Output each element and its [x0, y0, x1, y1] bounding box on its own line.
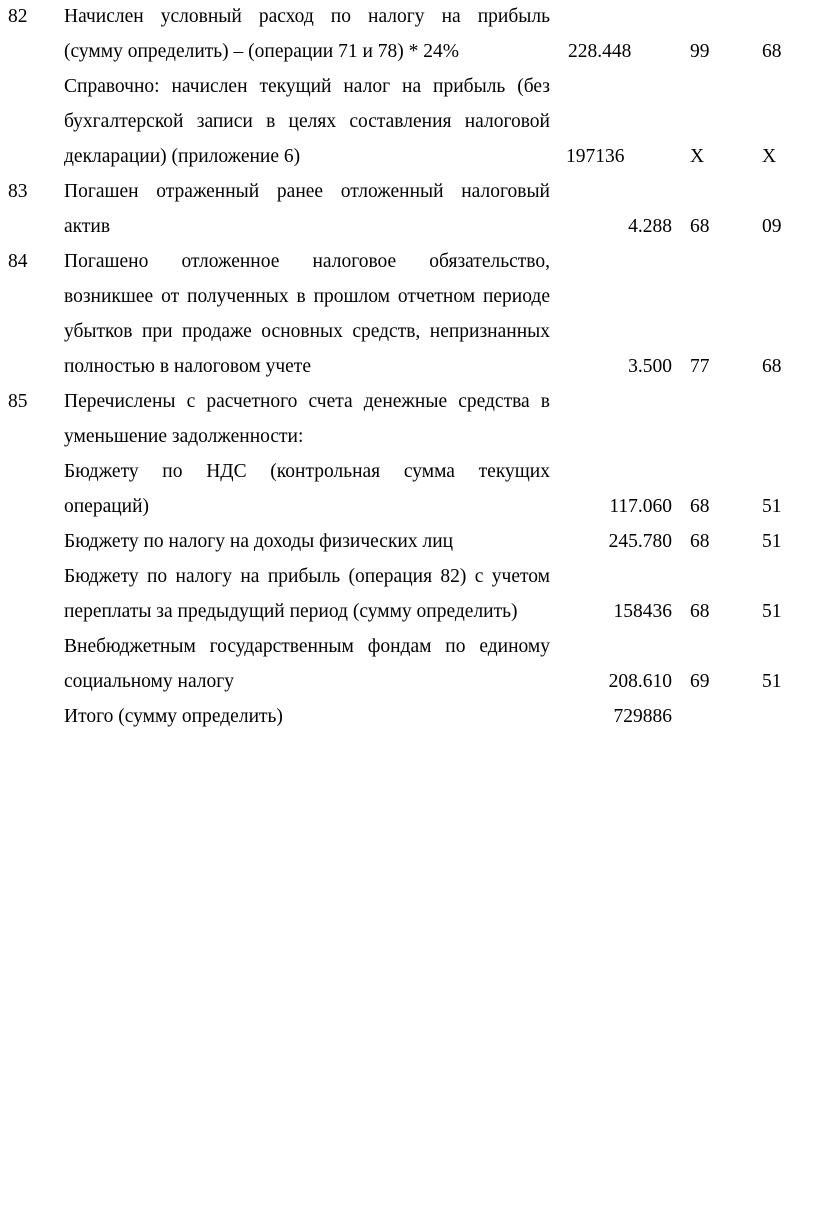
amount: 197136 — [566, 146, 625, 167]
credit-account: 51 — [762, 531, 782, 552]
description-line: возникшее от полученных в прошлом отчетном периоде — [64, 286, 550, 307]
credit-account: Х — [762, 146, 777, 167]
description-line: декларации) (приложение 6) — [64, 146, 301, 167]
debit-account: 69 — [690, 671, 710, 692]
amount: 3.500 — [628, 356, 672, 377]
description-line: Бюджету по НДС (контрольная сумма текущих — [64, 461, 550, 482]
debit-account: 99 — [690, 41, 710, 62]
amount: 4.288 — [628, 216, 672, 237]
description-line: операций) — [64, 496, 150, 517]
amount: 208.610 — [608, 671, 672, 692]
amount: 228.448 — [568, 41, 632, 62]
description-line: Начислен условный расход по налогу на прибыль — [64, 6, 550, 27]
amount: 158436 — [613, 601, 672, 622]
description-line: Перечислены с расчетного счета денежные средства в — [64, 391, 550, 412]
debit-account: 77 — [690, 356, 710, 377]
description-line: бухгалтерской записи в целях составления налоговой — [64, 111, 550, 132]
description-line: уменьшение задолженности: — [64, 426, 304, 447]
description-line: социальному налогу — [64, 671, 234, 692]
description-line: Итого (сумму определить) — [64, 706, 283, 727]
description-line: переплаты за предыдущий период (сумму определить) — [64, 601, 518, 622]
operation-number: 84 — [8, 251, 28, 272]
description-line: Погашен отраженный ранее отложенный налоговый — [64, 181, 550, 202]
credit-account: 68 — [762, 356, 782, 377]
operation-number: 82 — [8, 6, 28, 27]
credit-account: 51 — [762, 671, 782, 692]
debit-account: 68 — [690, 531, 710, 552]
amount: 117.060 — [609, 496, 672, 517]
operation-number: 83 — [8, 181, 28, 202]
credit-account: 51 — [762, 496, 782, 517]
description-line: полностью в налоговом учете — [64, 356, 311, 377]
debit-account: 68 — [690, 216, 710, 237]
debit-account: 68 — [690, 601, 710, 622]
credit-account: 51 — [762, 601, 782, 622]
credit-account: 68 — [762, 41, 782, 62]
description-line: Бюджету по налогу на прибыль (операция 82) с учетом — [64, 566, 550, 587]
description-line: Бюджету по налогу на доходы физических лиц — [64, 531, 454, 552]
description-line: Внебюджетным государственным фондам по единому — [64, 636, 550, 657]
description-line: (сумму определить) – (операции 71 и 78) * 24% — [64, 41, 460, 62]
description-line: актив — [64, 216, 111, 237]
operation-number: 85 — [8, 391, 28, 412]
description-line: Справочно: начислен текущий налог на прибыль (без — [64, 76, 550, 97]
credit-account: 09 — [762, 216, 782, 237]
total-amount: 729886 — [613, 706, 672, 727]
debit-account: Х — [690, 146, 705, 167]
debit-account: 68 — [690, 496, 710, 517]
description-line: Погашено отложенное налоговое обязательство, — [64, 251, 550, 272]
amount: 245.780 — [608, 531, 672, 552]
description-line: убытков при продаже основных средств, непризнанных — [64, 321, 550, 342]
